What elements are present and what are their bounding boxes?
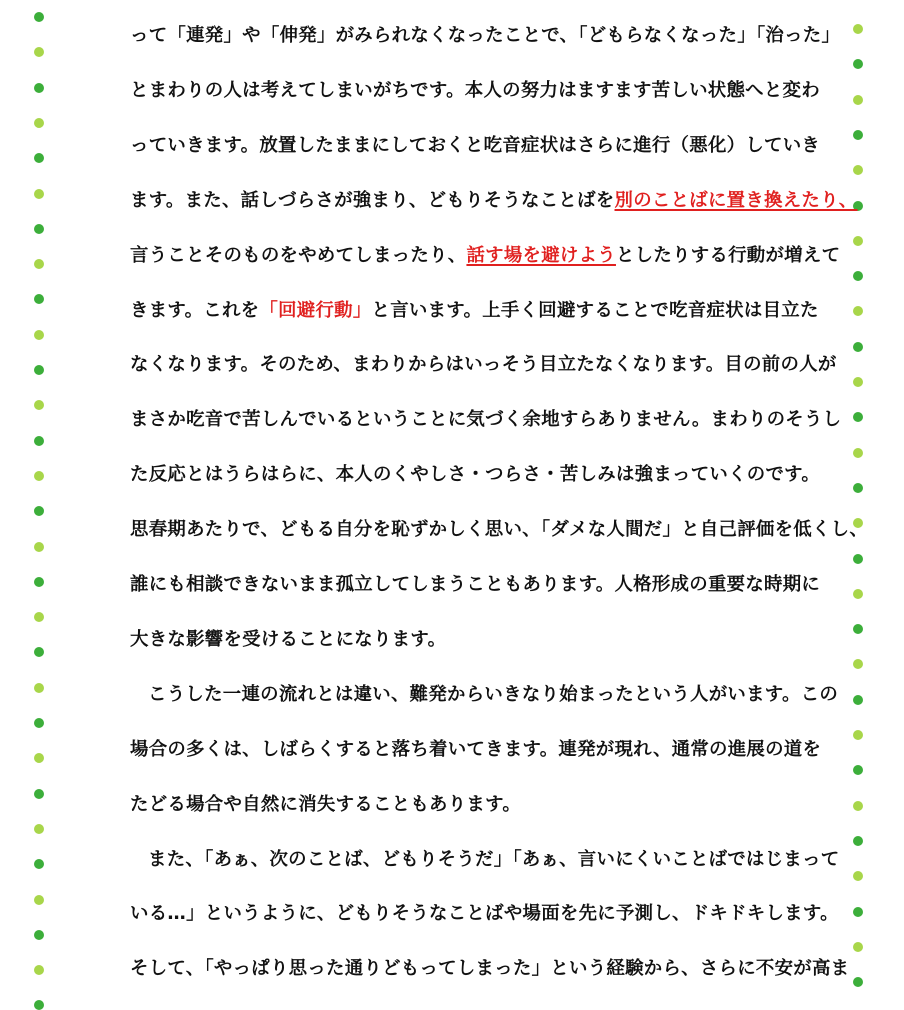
border-dot	[853, 977, 863, 987]
text-line	[130, 549, 830, 605]
text-segment: 場合の多くは、しばらくすると落ち着いてきます。連発が現れ、通常の進展の道を	[130, 738, 822, 760]
text-line-content	[130, 187, 857, 215]
border-dot	[853, 871, 863, 881]
text-segment: きます。これを	[130, 299, 260, 321]
text-line	[130, 714, 830, 770]
text-line-content	[148, 681, 838, 709]
border-dot	[34, 118, 44, 128]
text-line-content	[130, 516, 868, 544]
border-dot	[34, 47, 44, 57]
text-line	[130, 275, 830, 331]
text-line-content	[130, 22, 840, 50]
text-segment: また、「あぁ、次のことば、どもりそうだ」「あぁ、言いにくいことばではじまって	[148, 848, 840, 870]
border-dot	[853, 236, 863, 246]
text-line-content	[130, 955, 849, 983]
text-line-content	[148, 846, 839, 874]
right-dot-border	[853, 0, 865, 1009]
border-dot	[34, 718, 44, 728]
text-segment: と言います。上手く回避することで吃音症状は目立た	[371, 299, 819, 321]
text-line	[130, 604, 830, 660]
border-dot	[34, 189, 44, 199]
text-line-content	[130, 571, 820, 599]
border-dot	[853, 730, 863, 740]
left-dot-border	[34, 0, 46, 1009]
text-segment: そして、「やっぱり思った通りどもってしまった」という経験から、さらに不安が高ま	[130, 958, 850, 980]
text-line-content	[130, 736, 821, 764]
border-dot	[853, 942, 863, 952]
border-dot	[853, 377, 863, 387]
text-line-content	[130, 351, 837, 379]
text-segment: なくなります。そのため、まわりからはいっそう目立たなくなります。目の前の人が	[130, 354, 837, 376]
text-segment: こうした一連の流れとは違い、難発からいきなり始まったという人がいます。この	[148, 683, 839, 705]
border-dot	[34, 930, 44, 940]
text-segment: 思春期あたりで、どもる自分を恥ずかしく思い、「ダメな人間だ」と自己評価を低くし、	[130, 519, 869, 541]
text-line	[130, 878, 839, 934]
text-line	[130, 769, 830, 825]
border-dot	[853, 589, 863, 599]
border-dot	[34, 895, 44, 905]
text-line	[130, 329, 837, 385]
text-segment: とまわりの人は考えてしまいがちです。本人の努力はますます苦しい状態へと変わ	[130, 79, 820, 101]
border-dot	[853, 695, 863, 705]
border-dot	[853, 659, 863, 669]
border-dot	[34, 12, 44, 22]
text-line	[130, 220, 841, 276]
text-segment: っていきます。放置したままにしておくと吃音症状はさらに進行（悪化）していき	[130, 134, 821, 156]
border-dot	[34, 330, 44, 340]
border-dot	[34, 153, 44, 163]
text-line-content	[130, 406, 841, 434]
border-dot	[34, 471, 44, 481]
border-dot	[853, 624, 863, 634]
border-dot	[853, 271, 863, 281]
border-dot	[853, 59, 863, 69]
border-dot	[34, 612, 44, 622]
border-dot	[34, 506, 44, 516]
text-segment: まさか吃音で苦しんでいるということに気づく余地すらありません。まわりのそうし	[130, 409, 842, 431]
border-dot	[34, 224, 44, 234]
border-dot	[34, 824, 44, 834]
text-line-content	[130, 791, 521, 819]
border-dot	[853, 836, 863, 846]
text-line	[130, 165, 858, 221]
border-dot	[853, 554, 863, 564]
border-dot	[34, 965, 44, 975]
border-dot	[853, 130, 863, 140]
text-line	[130, 384, 842, 440]
border-dot	[853, 342, 863, 352]
text-segment: って「連発」や「伸発」がみられなくなったことで、「どもらなくなった」「治った」	[130, 25, 841, 46]
text-segment: いる…」というように、どもりそうなことばや場面を先に予測し、ドキドキします。	[130, 903, 839, 925]
text-line	[130, 0, 841, 56]
highlighted-phrase: 「回避行動」	[259, 299, 372, 321]
highlighted-phrase: 別のことばに置き換えたり、	[614, 189, 858, 211]
text-line-content	[130, 626, 446, 654]
border-dot	[34, 294, 44, 304]
text-line	[130, 933, 850, 989]
text-line-content	[130, 132, 820, 160]
text-line	[130, 659, 839, 715]
text-line-content	[130, 461, 820, 489]
border-dot	[853, 412, 863, 422]
text-line	[130, 110, 830, 166]
border-dot	[853, 165, 863, 175]
text-line	[130, 494, 869, 550]
highlighted-phrase: 話す場を避けよう	[466, 244, 616, 266]
text-line	[130, 55, 830, 111]
text-segment: たどる場合や自然に消失することもあります。	[130, 793, 522, 815]
border-dot	[853, 306, 863, 316]
border-dot	[853, 448, 863, 458]
border-dot	[34, 647, 44, 657]
border-dot	[34, 259, 44, 269]
text-line-content	[130, 297, 819, 325]
border-dot	[34, 400, 44, 410]
text-segment: 誰にも相談できないまま孤立してしまうこともあります。人格形成の重要な時期に	[130, 574, 821, 595]
border-dot	[34, 365, 44, 375]
border-dot	[853, 483, 863, 493]
text-segment: た反応とはうらはらに、本人のくやしさ・つらさ・苦しみは強まっていくのです。	[130, 464, 821, 486]
border-dot	[853, 24, 863, 34]
border-dot	[853, 801, 863, 811]
text-line	[130, 439, 830, 495]
text-line-content	[130, 242, 840, 270]
border-dot	[34, 753, 44, 763]
border-dot	[34, 436, 44, 446]
border-dot	[853, 907, 863, 917]
text-line-content	[130, 77, 820, 105]
border-dot	[34, 83, 44, 93]
border-dot	[34, 542, 44, 552]
text-segment: としたりする行動が増えて	[615, 244, 841, 266]
text-segment: ます。また、話しづらさが強まり、どもりそうなことばを	[130, 189, 615, 211]
text-segment: 言うことそのものをやめてしまったり、	[130, 244, 467, 266]
border-dot	[34, 859, 44, 869]
text-line	[130, 824, 840, 880]
border-dot	[34, 683, 44, 693]
text-line-content	[130, 900, 839, 928]
border-dot	[34, 789, 44, 799]
border-dot	[34, 577, 44, 587]
border-dot	[853, 95, 863, 105]
border-dot	[853, 765, 863, 775]
text-segment: 大きな影響を受けることになります。	[130, 628, 447, 650]
